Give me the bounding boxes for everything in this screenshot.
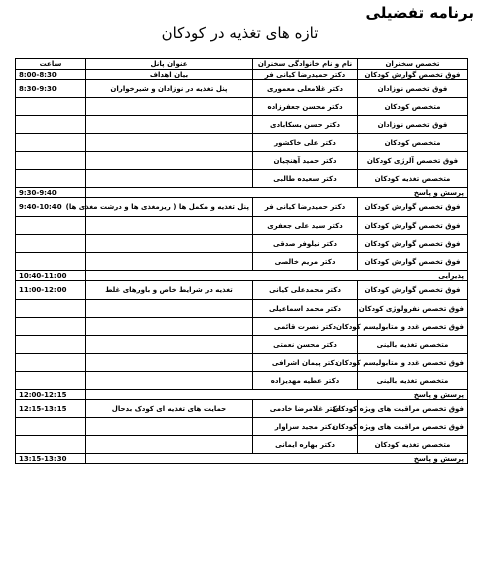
speaker-specialty: متخصص تغذیه کودکان bbox=[358, 436, 468, 454]
speaker-specialty: متخصص کودکان bbox=[358, 98, 468, 116]
speaker-specialty: فوق تخصص گوارش کودکان bbox=[358, 217, 468, 235]
table-row bbox=[16, 116, 468, 134]
panel-title bbox=[86, 235, 253, 253]
session-time bbox=[16, 336, 86, 354]
speaker-specialty: متخصص تغذیه بالینی bbox=[358, 336, 468, 354]
session-time bbox=[16, 418, 86, 436]
header-panel: عنوان پانل bbox=[86, 59, 253, 70]
table-row bbox=[16, 170, 468, 188]
schedule-table bbox=[15, 58, 468, 464]
speaker-specialty: فوق تخصص غدد و متابولیسم کودکان bbox=[358, 354, 468, 372]
session-label: پرسش و پاسخ bbox=[86, 454, 468, 464]
table-row bbox=[16, 80, 468, 98]
speaker-specialty: فوق تخصص گوارش کودکان bbox=[358, 235, 468, 253]
table-row bbox=[16, 318, 468, 336]
table-row bbox=[16, 70, 468, 80]
session-break-row bbox=[16, 188, 468, 198]
panel-title bbox=[86, 436, 253, 454]
panel-title bbox=[86, 98, 253, 116]
speaker-name: دکتر سعیده طالبی bbox=[253, 170, 358, 188]
session-time bbox=[16, 152, 86, 170]
speaker-name: دکتر مجید سزاوار bbox=[253, 418, 358, 436]
session-time bbox=[16, 217, 86, 235]
table-row bbox=[16, 235, 468, 253]
speaker-specialty: فوق تخصص گوارش کودکان bbox=[358, 253, 468, 271]
panel-title: بیان اهداف bbox=[86, 70, 253, 80]
speaker-specialty: فوق تخصص گوارش کودکان bbox=[358, 198, 468, 217]
panel-title bbox=[86, 217, 253, 235]
table-row bbox=[16, 418, 468, 436]
session-time: 10:40-11:00 bbox=[16, 271, 86, 281]
table-row bbox=[16, 436, 468, 454]
speaker-specialty: فوق تخصص نوزادان bbox=[358, 80, 468, 98]
session-time bbox=[16, 253, 86, 271]
panel-title bbox=[86, 116, 253, 134]
table-row bbox=[16, 217, 468, 235]
session-time: 11:00-12:00 bbox=[16, 281, 86, 300]
session-time: 12:15-13:15 bbox=[16, 400, 86, 418]
speaker-name: دکتر غلامعلی معموری bbox=[253, 80, 358, 98]
session-time bbox=[16, 318, 86, 336]
table-row bbox=[16, 134, 468, 152]
session-time bbox=[16, 372, 86, 390]
table-header-row bbox=[16, 59, 468, 70]
table-row bbox=[16, 300, 468, 318]
panel-title bbox=[86, 152, 253, 170]
header-speaker: نام و نام خانوادگی سخنران bbox=[253, 59, 358, 70]
table-row bbox=[16, 400, 468, 418]
panel-title bbox=[86, 318, 253, 336]
speaker-name: دکتر عطیه مهدیزاده bbox=[253, 372, 358, 390]
speaker-specialty: فوق تخصص گوارش کودکان bbox=[358, 281, 468, 300]
session-time: 9:30-9:40 bbox=[16, 188, 86, 198]
speaker-name: دکتر محمدعلی کیانی bbox=[253, 281, 358, 300]
speaker-specialty: فوق تخصص مراقبت های ویژه کودکان bbox=[358, 400, 468, 418]
speaker-name: دکتر محسن جعفرزاده bbox=[253, 98, 358, 116]
table-row bbox=[16, 198, 468, 217]
speaker-specialty: فوق تخصص مراقبت های ویژه کودکان bbox=[358, 418, 468, 436]
table-row bbox=[16, 354, 468, 372]
session-time bbox=[16, 235, 86, 253]
panel-title: پنل تغذیه در نوزادان و شیرخواران bbox=[86, 80, 253, 98]
speaker-name: دکتر حمید آهنچیان bbox=[253, 152, 358, 170]
session-time: 13:15-13:30 bbox=[16, 454, 86, 464]
table-row bbox=[16, 98, 468, 116]
session-time: 9:40-10:40 bbox=[16, 198, 86, 217]
session-time bbox=[16, 116, 86, 134]
speaker-specialty: متخصص کودکان bbox=[358, 134, 468, 152]
session-time bbox=[16, 354, 86, 372]
speaker-specialty: متخصص تغذیه بالینی bbox=[358, 372, 468, 390]
panel-title: حمایت های تغذیه ای کودک بدحال bbox=[86, 400, 253, 418]
table-row bbox=[16, 336, 468, 354]
speaker-name: دکتر بهاره ایمانی bbox=[253, 436, 358, 454]
panel-title bbox=[86, 253, 253, 271]
session-break-row bbox=[16, 390, 468, 400]
panel-title bbox=[86, 354, 253, 372]
speaker-name: دکتر علی خاکشور bbox=[253, 134, 358, 152]
speaker-specialty: متخصص تغذیه کودکان bbox=[358, 170, 468, 188]
session-label: پرسش و پاسخ bbox=[86, 390, 468, 400]
session-time: 12:00-12:15 bbox=[16, 390, 86, 400]
panel-title bbox=[86, 336, 253, 354]
session-time bbox=[16, 170, 86, 188]
session-time bbox=[16, 134, 86, 152]
session-break-row bbox=[16, 271, 468, 281]
session-time bbox=[16, 300, 86, 318]
table-row bbox=[16, 281, 468, 300]
speaker-name: دکتر حمیدرضا کیانی فر bbox=[253, 70, 358, 80]
session-time bbox=[16, 436, 86, 454]
header-time: ساعت bbox=[16, 59, 86, 70]
session-label: پرسش و پاسخ bbox=[86, 188, 468, 198]
session-time bbox=[16, 98, 86, 116]
session-label: پذیرایی bbox=[86, 271, 468, 281]
panel-title bbox=[86, 300, 253, 318]
speaker-specialty: فوق تخصص غدد و متابولیسم کودکان bbox=[358, 318, 468, 336]
panel-title bbox=[86, 134, 253, 152]
speaker-name: دکتر مریم خالصی bbox=[253, 253, 358, 271]
speaker-name: دکتر نصرت قائمی bbox=[253, 318, 358, 336]
speaker-specialty: فوق تخصص آلرژی کودکان bbox=[358, 152, 468, 170]
table-row bbox=[16, 152, 468, 170]
speaker-specialty: فوق تخصص نفرولوژی کودکان bbox=[358, 300, 468, 318]
speaker-name: دکتر سید علی جعفری bbox=[253, 217, 358, 235]
session-break-row bbox=[16, 454, 468, 464]
speaker-name: دکتر نیلوفر صدقی bbox=[253, 235, 358, 253]
panel-title: تغذیه در شرایط خاص و باورهای غلط bbox=[86, 281, 253, 300]
speaker-name: دکتر غلامرضا خادمی bbox=[253, 400, 358, 418]
panel-title bbox=[86, 418, 253, 436]
header-specialty: تخصص سخنران bbox=[358, 59, 468, 70]
speaker-name: دکتر حسن بسکابادی bbox=[253, 116, 358, 134]
speaker-name: دکتر محسن نعمتی bbox=[253, 336, 358, 354]
table-row bbox=[16, 372, 468, 390]
page-subtitle: تازه های تغذیه در کودکان bbox=[161, 24, 319, 42]
schedule-body bbox=[16, 70, 468, 464]
speaker-name: دکتر محمد اسماعیلی bbox=[253, 300, 358, 318]
speaker-name: دکتر حمیدرضا کیانی فر bbox=[253, 198, 358, 217]
session-time: 8:00-8:30 bbox=[16, 70, 86, 80]
speaker-specialty: فوق تخصص نوزادان bbox=[358, 116, 468, 134]
session-time: 8:30-9:30 bbox=[16, 80, 86, 98]
speaker-name: دکتر پیمان اشرافی bbox=[253, 354, 358, 372]
panel-title bbox=[86, 372, 253, 390]
page-heading: برنامه تفضیلی bbox=[365, 4, 474, 22]
panel-title bbox=[86, 170, 253, 188]
panel-title: پنل تغذیه و مکمل ها ( ریزمغذی ها و درشت مغذی ها) bbox=[86, 198, 253, 217]
speaker-specialty: فوق تخصص گوارش کودکان bbox=[358, 70, 468, 80]
table-row bbox=[16, 253, 468, 271]
